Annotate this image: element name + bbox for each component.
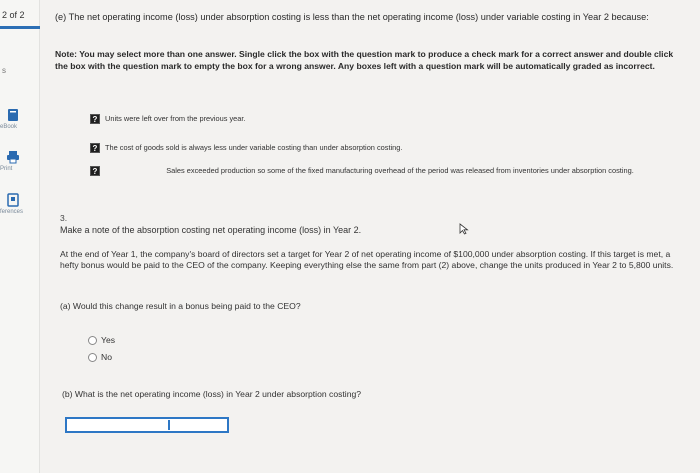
option-1-text: Units were left over from the previous year. xyxy=(105,114,246,123)
radio-circle[interactable] xyxy=(88,353,97,362)
net-operating-income-input[interactable] xyxy=(65,417,229,433)
question-number: 3. xyxy=(60,213,68,223)
part-a-question: (a) Would this change result in a bonus being paid to the CEO? xyxy=(60,301,301,311)
references-icon xyxy=(6,193,20,207)
radio-circle[interactable] xyxy=(88,336,97,345)
part-b-question: (b) What is the net operating income (loss) in Year 2 under absorption costing? xyxy=(62,389,362,399)
ebook-label: eBook xyxy=(0,124,18,130)
left-sidebar xyxy=(0,0,40,473)
book-icon xyxy=(6,108,20,122)
mouse-pointer-icon xyxy=(459,223,469,235)
radio-yes[interactable] xyxy=(88,335,115,345)
option-3-text: Sales exceeded production so some of the fixed manufacturing overhead of the period was released from inventories under absorption costing. xyxy=(166,166,634,175)
radio-yes-label: Yes xyxy=(101,335,116,345)
option-3 xyxy=(90,166,700,176)
text-caret xyxy=(168,420,170,430)
ebook-tool[interactable] xyxy=(0,108,40,130)
question-mark-checkbox[interactable]: ? xyxy=(90,143,100,153)
printer-icon xyxy=(6,150,20,164)
question-mark-checkbox[interactable]: ? xyxy=(90,166,100,176)
radio-no[interactable] xyxy=(88,352,112,362)
references-tool[interactable] xyxy=(0,193,40,215)
references-label: ferences xyxy=(0,209,24,215)
instruction-note: Note: You may select more than one answer. Single click the box with the question mark to produce a check mark for a correct answer and double click the box with the question mark to empty the box for a wrong answer. Any boxes left with a question mark will be automatically graded as incorrect. xyxy=(55,49,674,71)
question-mark-checkbox[interactable]: ? xyxy=(90,114,100,124)
scenario-paragraph: At the end of Year 1, the company's board of directors set a target for Year 2 of net operating income of $100,000 under absorption costing. If this target is met, a hefty bonus would be paid to the CEO of the company. Keeping everything else the same from part (2) above, change the units produced in Year 2 to 5,800 units. xyxy=(60,249,674,270)
option-2 xyxy=(90,143,402,153)
section-letter: s xyxy=(2,66,6,75)
make-note-text: Make a note of the absorption costing net operating income (loss) in Year 2. xyxy=(60,225,362,235)
radio-no-label: No xyxy=(101,352,112,362)
option-1 xyxy=(90,114,245,124)
option-2-text: The cost of goods sold is always less under variable costing than under absorption costing. xyxy=(105,143,403,152)
page-counter-indicator xyxy=(0,26,40,29)
question-e-text: (e) The net operating income (loss) under absorption costing is less than the net operating income (loss) under variable costing in Year 2 because: xyxy=(55,12,649,22)
print-tool[interactable] xyxy=(0,150,40,172)
print-label: Print xyxy=(0,166,13,172)
page-counter[interactable]: 2 of 2 xyxy=(2,10,25,20)
